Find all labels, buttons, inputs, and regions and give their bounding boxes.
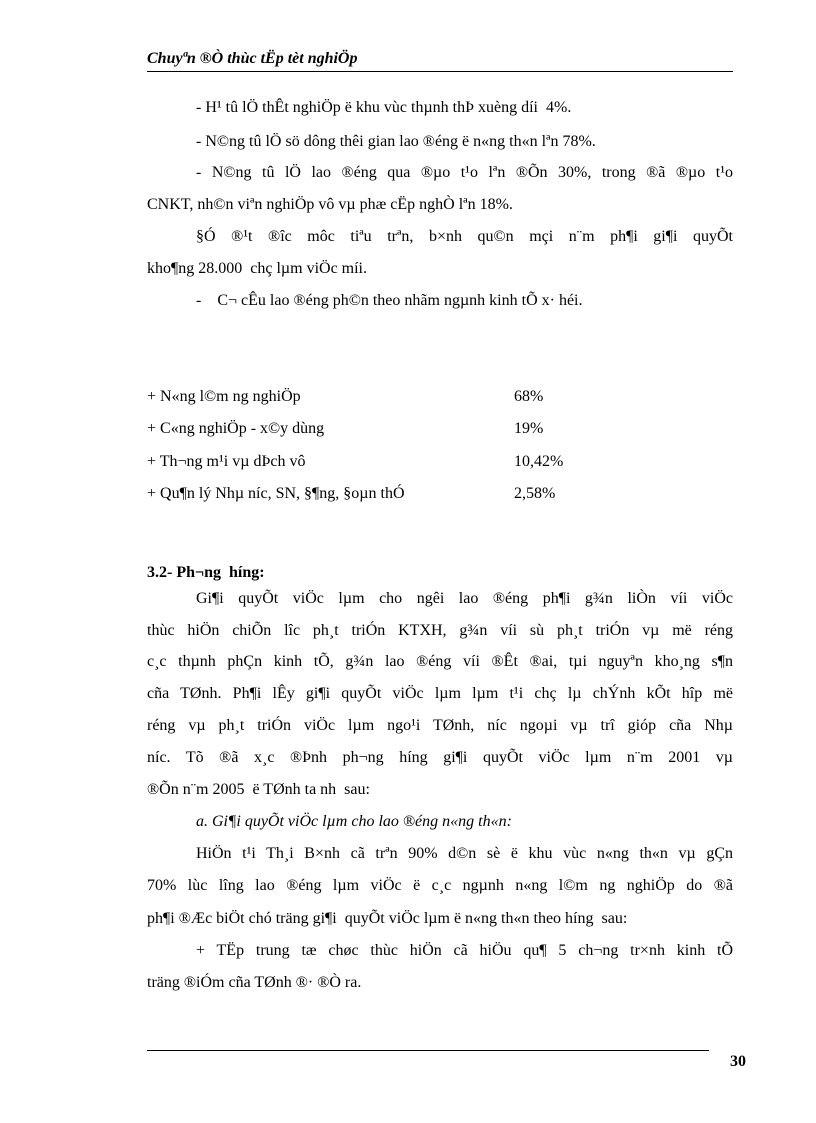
subsection-heading: a. Gi¶i quyÕt viÖc lµm cho lao ®éng n«ng th«n: (196, 813, 512, 830)
body-line: ph¶i ®Æc biÖt chó träng gi¶i quyÕt viÖc lµm ë n«ng th«n theo híng sau: (147, 910, 628, 927)
body-line: réng vµ ph¸t triÓn viÖc lµm ngo¹i TØnh, níc ngoµi vµ trî gióp cña Nhµ (147, 717, 733, 734)
body-line: träng ®iÓm cña TØnh ®· ®Ò ra. (147, 974, 362, 991)
section-heading: 3.2- Ph¬ng híng: (147, 564, 265, 581)
paragraph-target-line2: kho¶ng 28.000 chç lµm viÖc míi. (147, 260, 367, 277)
page-number: 30 (730, 1053, 746, 1070)
running-header: Chuyªn ®Ò thùc tËp tèt nghiÖp (147, 50, 358, 67)
sector-label: + C«ng nghiÖp - x©y dùng (147, 420, 325, 437)
body-line: cña TØnh. Ph¶i lÊy gi¶i quyÕt viÖc lµm lµm t¹i chç lµ chÝnh kÕt hîp më (147, 685, 733, 702)
body-line: + TËp trung tæ chøc thùc hiÖn cã hiÖu qu¶ 5 ch¬ng tr×nh kinh tÕ (196, 942, 733, 959)
paragraph-training-line2: CNKT, nh©n viªn nghiÖp vô vµ phæ cËp nghÒ lªn 18%. (147, 196, 513, 213)
body-line: HiÖn t¹i Th¸i B×nh cã trªn 90% d©n sè ë khu vùc n«ng th«n vµ gÇn (196, 845, 733, 862)
header-rule (147, 71, 733, 72)
body-line: Gi¶i quyÕt viÖc lµm cho ngêi lao ®éng ph¶i g¾n liÒn víi viÖc (196, 590, 733, 607)
body-line: thùc hiÖn chiÕn lîc ph¸t triÓn KTXH, g¾n víi sù ph¸t triÓn vµ më réng (147, 622, 733, 639)
sector-label: + N«ng l©m ng nghiÖp (147, 388, 301, 405)
body-line: c¸c thµnh phÇn kinh tÕ, g¾n lao ®éng víi ®Êt ®ai, tµi nguyªn kho¸ng s¶n (147, 653, 733, 670)
paragraph-training-line1: - N©ng tû lÖ lao ®éng qua ®µo t¹o lªn ®Õn 30%, trong ®ã ®µo t¹o (196, 164, 733, 181)
sector-value: 68% (514, 388, 544, 405)
sector-value: 2,58% (514, 485, 556, 502)
footer-rule (147, 1050, 709, 1051)
body-line: níc. Tõ ®ã x¸c ®Þnh ph¬ng híng gi¶i quyÕt viÖc lµm n¨m 2001 vµ (147, 749, 733, 766)
sector-value: 10,42% (514, 453, 564, 470)
sector-value: 19% (514, 420, 544, 437)
paragraph-work-time: - N©ng tû lÖ sö dông thêi gian lao ®éng ë n«ng th«n lªn 78%. (196, 133, 596, 150)
body-line: ®Õn n¨m 2005 ë TØnh ta nh sau: (147, 781, 370, 798)
sector-label: + Th¬ng m¹i vµ dÞch vô (147, 453, 306, 470)
sector-label: + Qu¶n lý Nhµ níc, SN, §¶ng, §oµn thÓ (147, 485, 405, 502)
paragraph-target-line1: §Ó ®¹t ®îc môc tiªu trªn, b×nh qu©n mçi n¨m ph¶i gi¶i quyÕt (196, 228, 733, 245)
body-line: 70% lùc lîng lao ®éng lµm viÖc ë c¸c ngµnh n«ng l©m ng nghiÖp do ®ã (147, 877, 733, 894)
paragraph-structure: - C¬ cÊu lao ®éng ph©n theo nhãm ngµnh kinh tÕ x· héi. (196, 292, 583, 309)
paragraph-unemployment: - H¹ tû lÖ thÊt nghiÖp ë khu vùc thµnh thÞ xuèng díi 4%. (196, 99, 572, 116)
